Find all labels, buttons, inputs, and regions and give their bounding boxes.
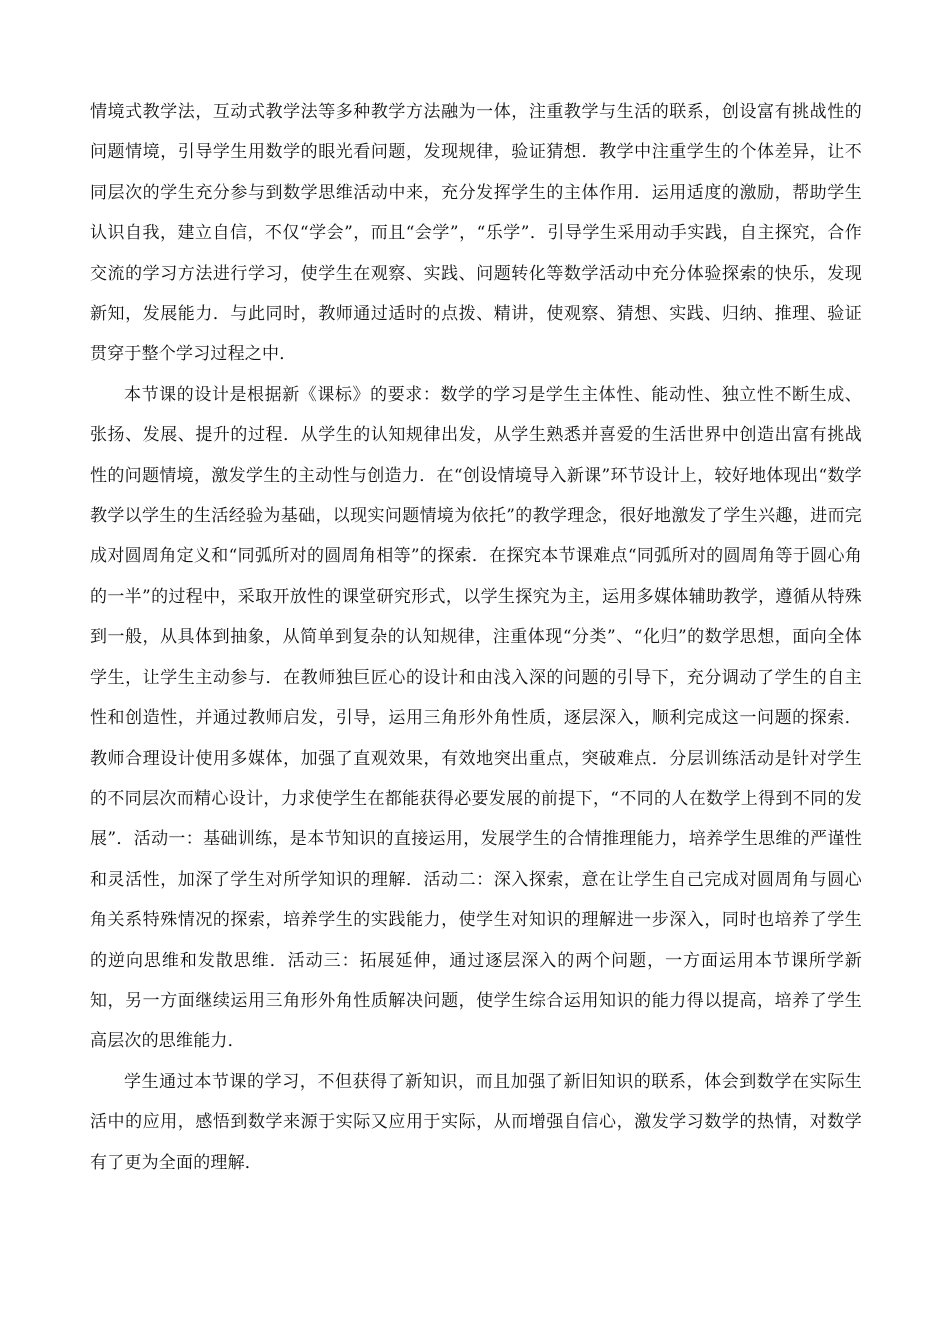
paragraph-teaching-methods: 情境式教学法，互动式教学法等多种教学方法融为一体，注重教学与生活的联系，创设富有挑战性的问题情境，引导学生用数学的眼光看问题，发现规律，验证猜想．教学中注重学生的个体差异，让不同层次的学生充分参与到数学思维活动中来，充分发挥学生的主体作用．运用适度的激励，帮助学生认识自我，建立自信，不仅“学会”，而且“会学”，“乐学”．引导学生采用动手实践，自主探究，合作交流的学习方法进行学习，使学生在观察、实践、问题转化等数学活动中充分体验探索的快乐，发现新知，发展能力．与此同时，教师通过适时的点拨、精讲，使观察、猜想、实践、归纳、推理、验证贯穿于整个学习过程之中．	[90, 102, 862, 365]
document-body	[90, 92, 862, 1183]
paragraph-learning-outcome: 学生通过本节课的学习，不但获得了新知识，而且加强了新旧知识的联系，体会到数学在实际生活中的应用，感悟到数学来源于实际又应用于实际，从而增强自信心，激发学习数学的热情，对数学有了更为全面的理解．	[90, 1071, 862, 1173]
paragraph-lesson-design: 本节课的设计是根据新《课标》的要求：数学的学习是学生主体性、能动性、独立性不断生成、张扬、发展、提升的过程．从学生的认知规律出发，从学生熟悉并喜爱的生活世界中创造出富有挑战性的问题情境，激发学生的主动性与创造力．在“创设情境导入新课”环节设计上，较好地体现出“数学教学以学生的生活经验为基础，以现实问题情境为依托”的教学理念，很好地激发了学生兴趣，进而完成对圆周角定义和“同弧所对的圆周角相等”的探索．在探究本节课难点“同弧所对的圆周角等于圆心角的一半”的过程中，采取开放性的课堂研究形式，以学生探究为主，运用多媒体辅助教学，遵循从特殊到一般，从具体到抽象，从简单到复杂的认知规律，注重体现“分类”、“化归”的数学思想，面向全体学生，让学生主动参与．在教师独巨匠心的设计和由浅入深的问题的引导下，充分调动了学生的自主性和创造性，并通过教师启发，引导，运用三角形外角性质，逐层深入，顺利完成这一问题的探索．教师合理设计使用多媒体，加强了直观效果，有效地突出重点，突破难点．分层训练活动是针对学生的不同层次而精心设计，力求使学生在都能获得必要发展的前提下，“不同的人在数学上得到不同的发展”．活动一：基础训练，是本节知识的直接运用，发展学生的合情推理能力，培养学生思维的严谨性和灵活性，加深了学生对所学知识的理解．活动二：深入探索，意在让学生自己完成对圆周角与圆心角关系特殊情况的探索，培养学生的实践能力，使学生对知识的理解进一步深入，同时也培养了学生的逆向思维和发散思维．活动三：拓展延伸，通过逐层深入的两个问题，一方面运用本节课所学新知，另一方面继续运用三角形外角性质解决问题，使学生综合运用知识的能力得以提高，培养了学生高层次的思维能力．	[90, 384, 862, 1052]
